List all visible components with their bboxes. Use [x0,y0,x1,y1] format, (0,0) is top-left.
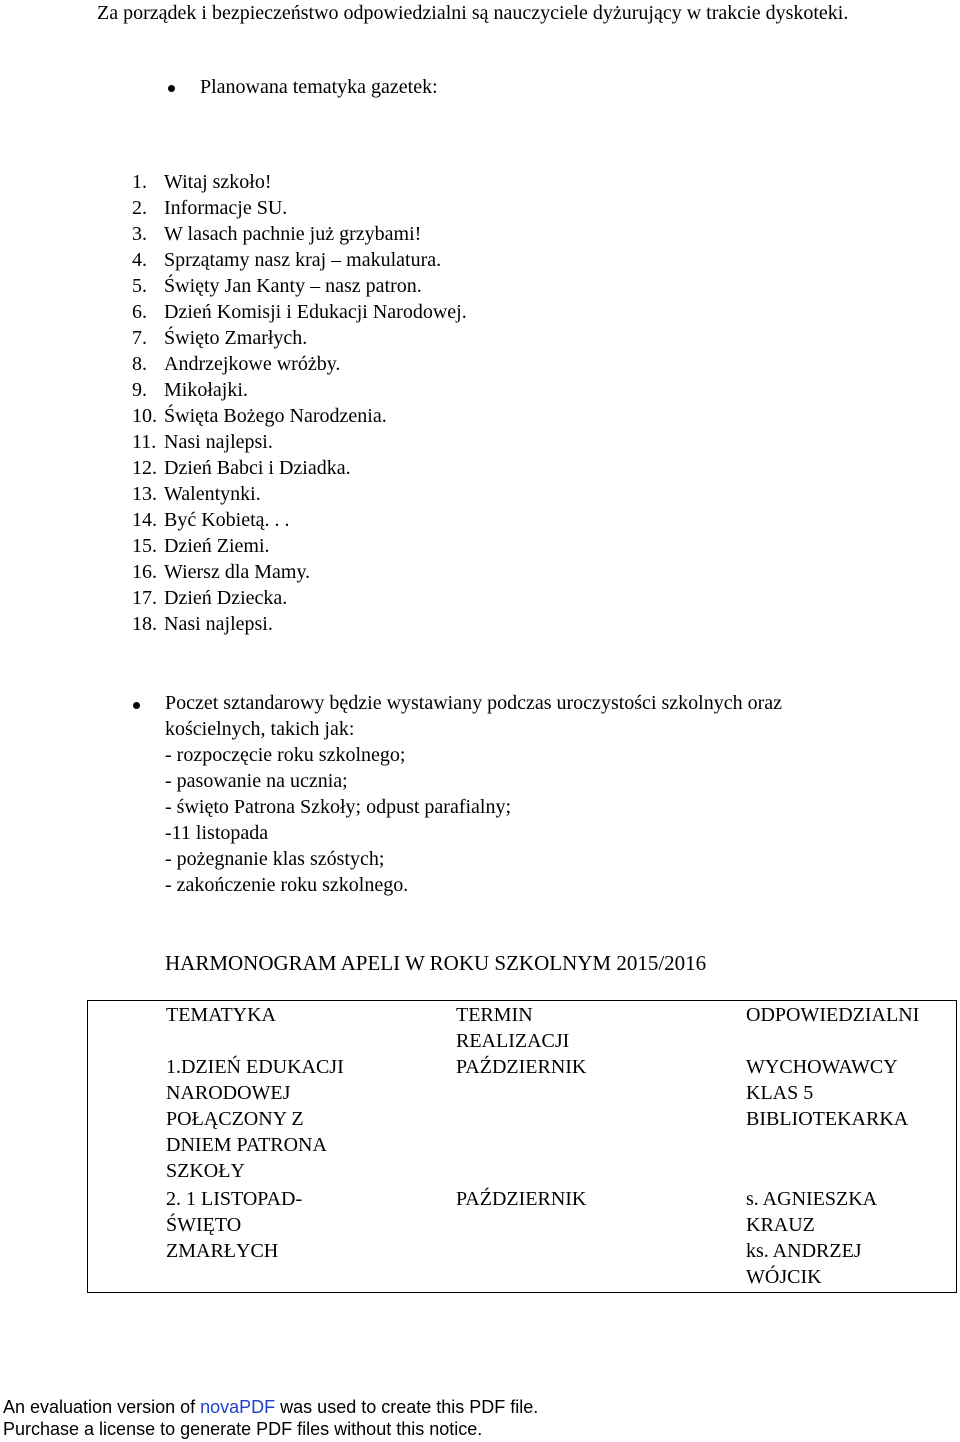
list-item [132,273,467,299]
list-text: W lasach pachnie już grzybami! [164,223,422,245]
cell-termin [376,1186,666,1293]
paragraph-line: - pożegnanie klas szóstych; [165,848,385,870]
cell-line: 2. 1 LISTOPAD- [166,1188,303,1210]
footer-line-2: Purchase a license to generate PDF files without this notice. [3,1419,483,1439]
cell-line: PAŹDZIERNIK [456,1056,587,1078]
list-number: 8. [132,353,147,375]
cell-line: BIBLIOTEKARKA [746,1108,909,1130]
cell-line: WYCHOWAWCY [746,1056,898,1078]
cell-line: ZMARŁYCH [166,1240,279,1262]
list-text: Dzień Ziemi. [164,535,270,557]
harmonogram-table [87,1000,957,1293]
header-termin [376,1001,666,1055]
list-number: 12. [132,457,157,479]
cell-odpowiedzialni [666,1054,957,1186]
list-text: Mikołajki. [164,379,248,401]
list-number: 15. [132,535,157,557]
cell-line: POŁĄCZONY Z [166,1108,304,1130]
list-item [132,247,467,273]
header-odpowiedzialni [666,1001,957,1055]
cell-line: s. AGNIESZKA [746,1188,878,1210]
cell-line: SZKOŁY [166,1160,245,1182]
list-text: Być Kobietą. . . [164,509,290,531]
novapdf-link[interactable]: novaPDF [200,1397,276,1417]
list-number: 5. [132,275,147,297]
footer-text: An evaluation version of [3,1397,201,1417]
list-number: 4. [132,249,147,271]
poczet-paragraph [165,690,782,898]
paragraph-line: - zakończenie roku szkolnego. [165,874,409,896]
cell-line: NARODOWEJ [166,1082,291,1104]
cell-line: KLAS 5 [746,1082,814,1104]
paragraph-line: - rozpoczęcie roku szkolnego; [165,744,406,766]
list-text: Święta Bożego Narodzenia. [164,405,387,427]
cell-line: ŚWIĘTO [166,1214,242,1236]
list-number: 18. [132,613,157,635]
paragraph-line: - święto Patrona Szkoły; odpust parafialny; [165,796,512,818]
list-text: Sprzątamy nasz kraj – makulatura. [164,249,442,271]
list-number: 9. [132,379,147,401]
footer-text: was used to create this PDF file. [275,1397,539,1417]
cell-line: 1.DZIEŃ EDUKACJI [166,1056,344,1078]
bullet-icon [133,702,140,709]
cell-line: TEMATYKA [166,1004,276,1026]
list-item [132,195,467,221]
list-number: 7. [132,327,147,349]
list-text: Dzień Komisji i Edukacji Narodowej. [164,301,467,323]
cell-line: PAŹDZIERNIK [456,1188,587,1210]
list-number: 11. [132,431,157,453]
gazetki-list [132,169,467,637]
list-number: 10. [132,405,157,427]
list-item [132,429,467,455]
list-text: Dzień Babci i Dziadka. [164,457,351,479]
paragraph-line: Poczet sztandarowy będzie wystawiany podczas uroczystości szkolnych oraz [165,692,783,714]
cell-line: TERMIN [456,1004,533,1026]
list-item [132,377,467,403]
list-text: Święto Zmarłych. [164,327,308,349]
cell-tematyka [88,1186,377,1293]
list-text: Święty Jan Kanty – nasz patron. [164,275,422,297]
list-item [132,351,467,377]
list-text: Nasi najlepsi. [164,613,273,635]
footer-line-1 [3,1396,538,1418]
list-item [132,559,467,585]
cell-line: ODPOWIEDZIALNI [746,1004,920,1026]
list-item [132,169,467,195]
list-text: Dzień Dziecka. [164,587,288,609]
list-item [132,533,467,559]
list-number: 14. [132,509,157,531]
list-text: Walentynki. [164,483,261,505]
list-item [132,585,467,611]
header-note: Za porządek i bezpieczeństwo odpowiedzialni są nauczyciele dyżurujący w trakcie dyskoteki. [97,2,849,24]
harmonogram-title: HARMONOGRAM APELI W ROKU SZKOLNYM 2015/2016 [165,951,707,975]
list-item [132,455,467,481]
list-item [132,403,467,429]
list-number: 16. [132,561,157,583]
cell-line: REALIZACJI [456,1030,570,1052]
paragraph-line: - pasowanie na ucznia; [165,770,348,792]
header-tematyka [88,1001,377,1055]
list-text: Wiersz dla Mamy. [164,561,311,583]
list-text: Andrzejkowe wróżby. [164,353,341,375]
paragraph-line: -11 listopada [165,822,269,844]
cell-line: WÓJCIK [746,1266,822,1288]
list-item [132,507,467,533]
table-header-row [88,1001,957,1055]
cell-tematyka [88,1054,377,1186]
list-text: Witaj szkoło! [164,171,272,193]
list-item [132,299,467,325]
paragraph-line: kościelnych, takich jak: [165,718,355,740]
list-item [132,611,467,637]
list-item [132,481,467,507]
bullet-icon [168,85,175,92]
list-number: 3. [132,223,147,245]
table-row [88,1186,957,1293]
list-number: 2. [132,197,147,219]
cell-line: DNIEM PATRONA [166,1134,327,1156]
cell-odpowiedzialni [666,1186,957,1293]
list-number: 1. [132,171,147,193]
table-row [88,1054,957,1186]
list-number: 6. [132,301,147,323]
list-text: Informacje SU. [164,197,288,219]
list-text: Nasi najlepsi. [164,431,273,453]
list-number: 17. [132,587,157,609]
list-item [132,325,467,351]
cell-line: KRAUZ [746,1214,815,1236]
list-number: 13. [132,483,157,505]
cell-line: ks. ANDRZEJ [746,1240,862,1262]
cell-termin [376,1054,666,1186]
list-item [132,221,467,247]
gazetki-heading: Planowana tematyka gazetek: [200,76,438,98]
